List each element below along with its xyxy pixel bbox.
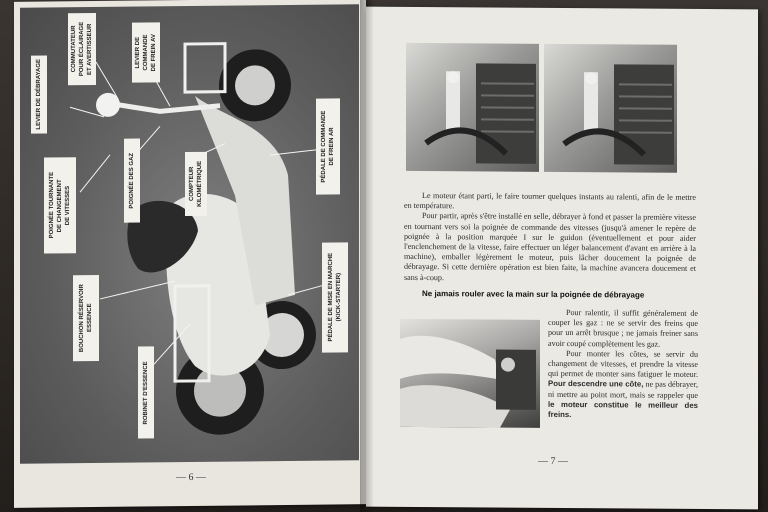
label-odometer: COMPTEUR KILOMÉTRIQUE [185,152,207,216]
paragraph-hills: Pour monter les côtes, se servir du changement de vitesses, et prendre la vitesse qui permet de monter sans fatiguer le moteur. Pour descendre une côte, ne pas débrayer, ni mettre au point mort, mais se rappeler que le moteur constitue le meilleur des freins. [548,348,699,420]
paragraph-warmup: Le moteur étant parti, le faire tourner quelques instants au ralenti, afin de le mettre en température. [404,191,696,211]
label-gear-twistgrip: POIGNÉE TOURNANTE DE CHANGEMENT DE VITESSES [44,157,76,253]
label-fuel-tap: ROBINET D'ESSENCE [138,346,154,438]
clutch-warning: Ne jamais rouler avec la main sur la poignée de débrayage [422,289,645,300]
left-page [14,0,366,508]
right-page [366,7,758,510]
label-clutch-lever: LEVIER DE DÉBRAYAGE [31,55,47,133]
engine-photo-left [406,43,539,172]
paragraph-slowing: Pour ralentir, il suffit généralement de couper les gaz : ne se servir des freins que pour un arrêt brusque ; ne jamais freiner sans avoir coupé complètement les gaz. [548,308,698,349]
label-light-switch: COMMUTATEUR POUR ÉCLAIRAGE ET AVERTISSEUR [68,13,96,85]
page-number-left: — 6 — [176,471,206,484]
label-front-brake-lever: LEVIER DE COMMANDE DE FREIN AV [132,22,160,82]
page-number-right: — 7 — [538,455,568,468]
label-rear-brake-pedal: PÉDALE DE COMMANDE DE FREIN AR [316,98,340,194]
book-gutter [360,0,374,512]
label-kick-starter: PÉDALE DE MISE EN MARCHE (KICK-STARTER) [322,242,348,352]
label-throttle-grip: POIGNÉE DES GAZ [124,139,140,223]
slowing-text [548,308,698,421]
scooter-photo [20,4,359,464]
hand-carburetor-photo [400,319,540,428]
paragraph-starting: Pour partir, après s'être installé en selle, débrayer à fond et passer la première vitesse en tournant vers soi la poignée de commande des vitesses (jusqu'à amener le repère de poignée à la position marquée I sur le guidon (éventuellement et pour aider l'enclenchement de la vitesse, faire effectuer un léger balancement d'avant en arrière à la machine), emballer légèrement le moteur, puis lâcher doucement la poignée de débrayage. Si cette dernière opération est bien faite, la machine avancera doucement et sans à-coup. [404,211,696,282]
intro-text [404,191,696,285]
engine-photo-right [544,44,677,173]
label-fuel-cap: BOUCHON RÉSERVOIR ESSENCE [73,275,99,361]
